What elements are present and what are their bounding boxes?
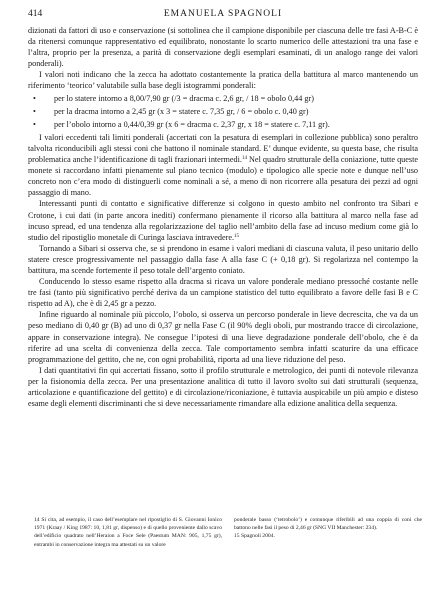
- list-item-text: per l’obolo intorno a 0,44/0,39 gr (x 6 = dracma c. 2,37 gr, x 18 = statere c. 7,11 gr).: [54, 119, 330, 129]
- paragraph-text: Interessanti punti di contatto e significative differenze si colgono in questo ambito nel confronto tra Sibari e Crotone, i cui dati (in parte ancora inediti) confermano pienamente il ricorso alla battitura al marco nella fase ad incuso spread, ed una tendenza alla regolarizzazione del taglio nell’ambito della fase ad incuso medium come già lo studio del ripostiglio monetale di Curinga lasciava intravedere.: [28, 199, 418, 242]
- footnote-14-continued: ponderale basso (‘tetrobolo’) e comunque riferibili ad una coppia di coni che battono nelle fasi il peso di 2,46 gr (SNG VII Manchester: 234).: [234, 517, 422, 532]
- footnote-15: 15 Spagnoli 2004.: [234, 533, 275, 540]
- list-item: [28, 119, 418, 130]
- bullet-icon: •: [33, 93, 36, 103]
- list-item: [28, 106, 418, 117]
- bullet-icon: •: [33, 106, 36, 116]
- footnote-14: 14 Si cita, ad esempio, il caso dell’esemplare nel ripostiglio di S. Giovanni Ionico 1971 (Kraay / King 1987: 10, 1,81 gr, dispenso) e di quello proveniente dallo scavo dell’edificio quadrato nell’Heraion a Foce Sele (Paestum MAN: 905, 1,75 gr), entrambi in conservazione integra ma attestati su un valore: [34, 517, 222, 548]
- paragraph-text: I valori eccedenti tali limiti ponderali (accertati con la pesatura di esemplari in collezione pubblica) sono peraltro talvolta riconducibili agli stessi coni che battono il nominale standard. E’ dunque evidente, su questa base, che risulta problematica anche l’identificazione di tagli frazionari intermedi.: [28, 132, 418, 165]
- paragraph: Tornando a Sibari si osserva che, se si prendono in esame i valori mediani di ciascuna valuta, il peso unitario dello statere cresce progressivamente nel passaggio dalla fase A alla fase C (+ 0,18 gr). Si regolarizza nel contempo la battitura, ma scende fortemente il peso totale dell’argento coniato.: [28, 243, 418, 275]
- bullet-icon: •: [33, 119, 36, 129]
- paragraph: Conducendo lo stesso esame rispetto alla dracma si ricava un valore ponderale mediano pressoché costante nelle tre fasi (tanto più significativo perché deriva da un campione statistico del tutto equilibrato a favore delle fasi B e C rispetto ad A), che è di 2,45 gr a pezzo.: [28, 277, 418, 309]
- list-item: [28, 93, 418, 104]
- main-text: [28, 25, 418, 409]
- paragraph: [28, 198, 418, 242]
- paragraph: [28, 132, 418, 199]
- running-title: EMANUELA SPAGNOLI: [163, 9, 283, 19]
- footnote-column: [234, 516, 422, 541]
- paragraph-text: Nel quadro strutturale della coniazione, tutte queste monete si raccordano infatti pienamente sul piano tecnico (modulo) e tipologico alle specie note e dunque nell’uso concreto non c’era modo di distinguerli come nominali a sé, a meno di non ricorrere alla pesatura dei pezzi ad ogni passaggio di mano.: [28, 155, 418, 198]
- weight-standards-list: [28, 93, 418, 130]
- page-number: 414: [28, 9, 43, 19]
- list-item-text: per lo statere intorno a 8,00/7,90 gr (/3 = dracma c. 2,6 gr, / 18 = obolo 0,44 gr): [54, 93, 314, 103]
- running-header: [28, 9, 418, 21]
- footnote-marker[interactable]: 14: [241, 156, 247, 162]
- paragraph: I valori noti indicano che la zecca ha adottato costantemente la pratica della battitura al marco mantenendo un riferimento ‘teorico’ valutabile sulla base degli istogrammi ponderali:: [28, 70, 418, 91]
- list-item-text: per la dracma intorno a 2,45 gr (x 3 = statere c. 7,35 gr, / 6 = obolo c. 0,40 gr): [54, 106, 309, 116]
- paragraph: dizionati da fattori di uso e conservazione (si sottolinea che il campione disponibile per ciascuna delle tre fasi A-B-C è da ritenersi comunque rappresentativo ed equilibrato, nonostante lo scarto numerico delle attestazioni tra una fase e l’altra, proprio per la presenza, a parità di conservazione degli esemplari esaminati, di un analogo range dei valori ponderali).: [28, 26, 418, 69]
- footnote-column: [34, 516, 222, 549]
- paragraph: Infine riguardo al nominale più piccolo, l’obolo, si osserva un percorso ponderale in lieve decrescita, che va da un peso mediano di 0,40 gr (B) ad uno di 0,37 gr nella Fase C (il 90% degli oboli, pur mostrando tracce di circolazione, appare in conservazione integra). Ne consegue l’ipotesi di una lieve degradazione ponderale dell’obolo, che è da riferire ad una scelta di convenienza della zecca. Tale comportamento sembra infatti scaturire da una efficace programmazione del gettito, che ne, con ogni probabilità, riporta ad una lieve riduzione del peso.: [28, 310, 418, 364]
- footnote-marker[interactable]: 15: [234, 233, 239, 239]
- paragraph: I dati quantitativi fin qui accertati fissano, sotto il profilo strutturale e metrologico, dei punti di notevole rilevanza per la fisionomia della zecca. Per una presentazione analitica di tutto il lavoro svolto sui dati strutturali (sequenza, articolazione e quantificazione del gettito) e di circolazione/riconiazione, è tuttavia auspicabile un più ampio e disteso esame degli elementi discriminanti che si deve necessariamente rimandare alla edizione analitica della sequenza.: [28, 365, 418, 409]
